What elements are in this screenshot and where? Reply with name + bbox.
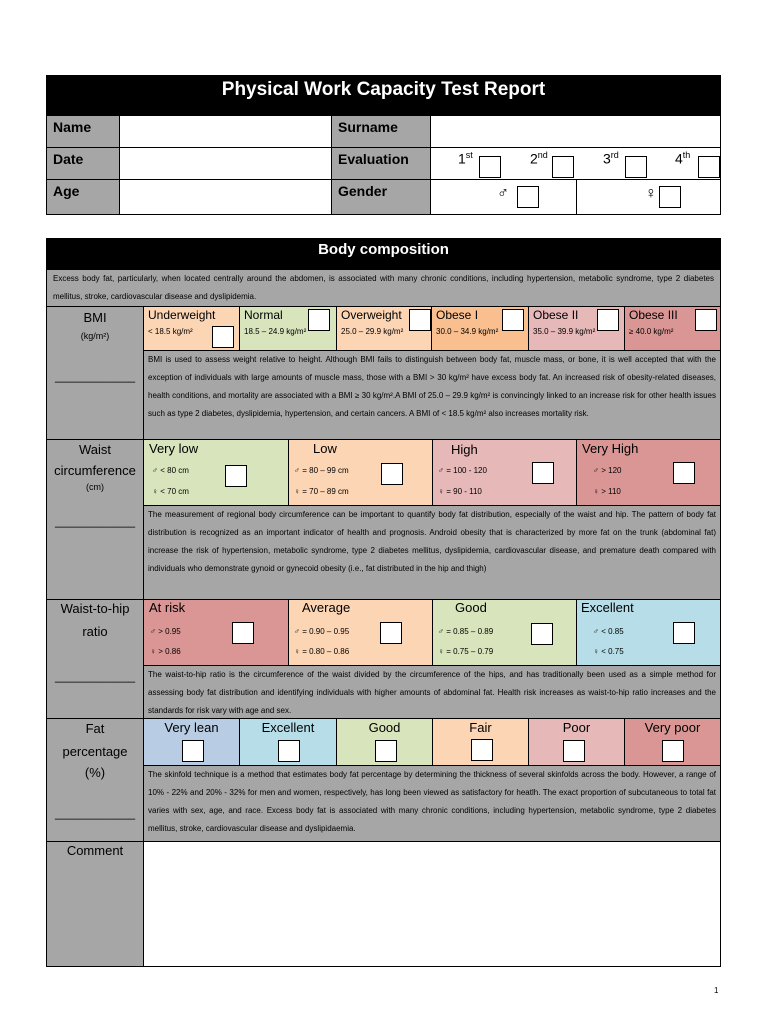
category-female: ♀ > 110 [593, 487, 621, 496]
surname-label-cell [331, 115, 431, 148]
fat-very-lean-checkbox[interactable] [182, 740, 204, 762]
evaluation-3-checkbox[interactable] [625, 156, 647, 178]
fat-category-poor [528, 718, 625, 766]
category-male: ♂ < 80 cm [152, 466, 189, 475]
gender-female-cell [576, 179, 721, 215]
gender-label: Gender [338, 183, 388, 199]
category-female: ♀ = 90 - 110 [438, 487, 482, 496]
fat-label-3: (%) [84, 765, 106, 780]
name-label-cell [46, 115, 120, 148]
waist-category-very-low [143, 439, 289, 506]
category-name: Obese II [533, 308, 579, 322]
category-male: ♂ = 80 – 99 cm [294, 466, 349, 475]
evaluation-2-label: 2nd [530, 150, 548, 167]
body-composition-intro: Excess body fat, particularly, when located centrally around the abdomen, is associated with many chronic conditions, including hypertension, metabolic syndrome, type 2 diabetes mellitus, stroke, cardiovascular disease and dyslipidemia. [46, 269, 721, 307]
waist-very-high-checkbox[interactable] [673, 462, 695, 484]
category-female: ♀ < 70 cm [152, 487, 189, 496]
fat-label-cell [46, 718, 144, 842]
bmi-obese-3-checkbox[interactable] [695, 309, 717, 331]
category-male: ♂ > 0.95 [150, 627, 181, 636]
category-female: ♀ = 70 – 89 cm [294, 487, 349, 496]
category-range: 18.5 – 24.9 kg/m² [244, 327, 307, 336]
whr-label-2: ratio [82, 624, 108, 639]
category-male: ♂ = 0.90 – 0.95 [294, 627, 350, 636]
bmi-underweight-checkbox[interactable] [212, 326, 234, 348]
category-name: Very poor [644, 720, 701, 735]
waist-label-cell [46, 439, 144, 600]
category-name: Very High [582, 441, 639, 456]
date-label: Date [53, 151, 84, 167]
fat-result-blank[interactable]: ____________ [54, 806, 136, 820]
whr-category-good [432, 599, 577, 666]
category-range: 25.0 – 29.9 kg/m² [341, 327, 404, 336]
whr-result-blank[interactable]: ____________ [54, 669, 136, 683]
body-composition-title-bar [46, 238, 721, 270]
category-female: ♀ = 0.75 – 0.79 [438, 647, 494, 656]
body-composition-title: Body composition [318, 241, 449, 258]
waist-label-2: circumference [54, 463, 136, 478]
category-female: ♀ < 0.75 [593, 647, 624, 656]
whr-description: The waist-to-hip ratio is the circumference of the waist divided by the circumference of the hips, and has traditionally been used as a simple method for assessing body fat distribution and identifying individuals with higher amounts of abdominal fat. Health risk increases as waist-to-hip ratio increases and the standards for risk vary with age and sex. [143, 665, 721, 719]
gender-male-cell [430, 179, 577, 215]
date-label-cell [46, 147, 120, 180]
fat-category-good [336, 718, 433, 766]
category-female: ♀ > 0.86 [150, 647, 181, 656]
evaluation-1-checkbox[interactable] [479, 156, 501, 178]
bmi-category-overweight [336, 306, 432, 351]
female-symbol: ♀ [645, 185, 657, 202]
category-name: Poor [562, 720, 591, 735]
bmi-label: BMI [83, 310, 107, 325]
surname-label: Surname [338, 119, 398, 135]
comment-label-cell [46, 841, 144, 967]
evaluation-4-checkbox[interactable] [698, 156, 720, 178]
age-field[interactable] [119, 179, 332, 215]
evaluation-2-checkbox[interactable] [552, 156, 574, 178]
report-title: Physical Work Capacity Test Report [221, 79, 546, 100]
category-name: Obese III [629, 308, 678, 322]
whr-good-checkbox[interactable] [531, 623, 553, 645]
waist-category-very-high [576, 439, 721, 506]
surname-field[interactable] [430, 115, 721, 148]
category-name: High [451, 442, 478, 457]
category-name: Very low [149, 441, 199, 456]
fat-label-2: percentage [62, 744, 128, 759]
bmi-category-obese-2 [528, 306, 625, 351]
category-name: At risk [149, 600, 186, 615]
fat-excellent-checkbox[interactable] [278, 740, 300, 762]
waist-category-low [288, 439, 433, 506]
category-range: < 18.5 kg/m² [148, 327, 193, 336]
category-name: Fair [469, 720, 492, 735]
fat-good-checkbox[interactable] [375, 740, 397, 762]
comment-label: Comment [66, 843, 124, 858]
whr-category-at-risk [143, 599, 289, 666]
page-number: 1 [714, 986, 719, 995]
bmi-result-blank[interactable]: ____________ [54, 369, 136, 383]
bmi-unit: (kg/m²) [80, 331, 110, 341]
whr-label-1: Waist-to-hip [60, 601, 130, 616]
evaluation-1-label: 1st [458, 150, 473, 167]
category-name: Overweight [341, 308, 402, 322]
waist-very-low-checkbox[interactable] [225, 465, 247, 487]
evaluation-3-label: 3rd [603, 150, 619, 167]
male-checkbox[interactable] [517, 186, 539, 208]
bmi-overweight-checkbox[interactable] [409, 309, 431, 331]
category-female: ♀ = 0.80 – 0.86 [294, 647, 350, 656]
name-field[interactable] [119, 115, 332, 148]
age-label: Age [53, 183, 80, 199]
category-male: ♂ > 120 [593, 466, 622, 475]
bmi-category-underweight [143, 306, 240, 351]
bmi-category-obese-1 [431, 306, 529, 351]
whr-category-excellent [576, 599, 721, 666]
category-name: Low [313, 441, 337, 456]
whr-at-risk-checkbox[interactable] [232, 622, 254, 644]
whr-label-cell [46, 599, 144, 719]
gender-label-cell [331, 179, 431, 215]
bmi-normal-checkbox[interactable] [308, 309, 330, 331]
bmi-obese-2-checkbox[interactable] [597, 309, 619, 331]
fat-label-1: Fat [85, 721, 105, 736]
bmi-obese-1-checkbox[interactable] [502, 309, 524, 331]
waist-category-high [432, 439, 577, 506]
category-name: Underweight [148, 308, 216, 322]
category-name: Excellent [581, 600, 634, 615]
category-name: Normal [244, 308, 283, 322]
category-name: Very lean [164, 720, 219, 735]
category-range: 35.0 – 39.9 kg/m² [533, 327, 596, 336]
date-field[interactable] [119, 147, 332, 180]
comment-field[interactable] [143, 841, 721, 967]
evaluation-label-cell [331, 147, 431, 180]
waist-result-blank[interactable]: ____________ [54, 514, 136, 528]
waist-description: The measurement of regional body circumference can be important to quantify body fat distribution, especially of the waist and hip. The pattern of body fat distribution is recognized as an important indicator of health and prognosis. Android obesity that is characterized by more fat on the trunk (abdominal fat) increase the risk of hypertension, metabolic syndrome, type 2 diabetes mellitus, dyslipidemia, cardiovascular disease, and premature death compared with individuals who demonstrate gynoid or gynecoid obesity (i.e., fat distributed in the hip and thigh) [143, 505, 721, 600]
age-label-cell [46, 179, 120, 215]
fat-poor-checkbox[interactable] [563, 740, 585, 762]
fat-category-very-lean [143, 718, 240, 766]
fat-category-very-poor [624, 718, 721, 766]
fat-category-fair [432, 718, 529, 766]
category-name: Excellent [261, 720, 315, 735]
bmi-label-cell [46, 306, 144, 440]
evaluation-4-label: 4th [675, 150, 691, 167]
fat-description: The skinfold technique is a method that estimates body fat percentage by determining the thickness of several skinfolds across the body. However, a range of 10% - 22% and 20% - 32% for men and women, respectively, has long been viewed as satisfactory for heatlh. The exact proportion of subcutaneous to total fat varies with sex, age, and race. Excess body fat is associated with many chronic conditions, including hypertension, metabolic syndrome, type 2 diabetes mellitus, stroke, cardiovascular disease and dyslipidaemia. [143, 765, 721, 842]
waist-low-checkbox[interactable] [381, 463, 403, 485]
category-male: ♂ = 0.85 – 0.89 [438, 627, 494, 636]
evaluation-label: Evaluation [338, 151, 409, 167]
waist-label-1: Waist [78, 442, 112, 457]
fat-category-excellent [239, 718, 337, 766]
fat-very-poor-checkbox[interactable] [662, 740, 684, 762]
male-symbol: ♂ [497, 185, 509, 202]
bmi-description: BMI is used to assess weight relative to height. Although BMI fails to distinguish between body fat, muscle mass, or bone, it is well accepted that with the exception of individuals with large amounts of muscle mass, those with a BMI > 30 kg/m² have excess body fat. An increased risk of obesity-related diseases, health conditions, and mortality are associated with a BMI ≥ 30 kg/m².A BMI of 25.0 – 29.9 kg/m² is convincingly linked to an increase risk for other health issues such as type 2 diabetes, dyslipidemia, hypertension, and certain cancers. A BMI of < 18.5 kg/m² also increases mortality risk. [143, 350, 721, 440]
category-name: Good [368, 720, 401, 735]
whr-average-checkbox[interactable] [380, 622, 402, 644]
name-label: Name [53, 119, 92, 135]
female-checkbox[interactable] [659, 186, 681, 208]
category-name: Good [455, 600, 487, 615]
whr-category-average [288, 599, 433, 666]
category-name: Obese I [436, 308, 479, 322]
category-male: ♂ = 100 - 120 [438, 466, 487, 475]
bmi-category-obese-3 [624, 306, 721, 351]
whr-excellent-checkbox[interactable] [673, 622, 695, 644]
category-range: ≥ 40.0 kg/m² [629, 327, 674, 336]
category-name: Average [302, 600, 351, 615]
waist-unit: (cm) [86, 482, 104, 492]
fat-fair-checkbox[interactable] [471, 739, 493, 761]
bmi-category-normal [239, 306, 337, 351]
evaluation-cell [430, 147, 721, 180]
waist-high-checkbox[interactable] [532, 462, 554, 484]
category-male: ♂ < 0.85 [593, 627, 624, 636]
category-range: 30.0 – 34.9 kg/m² [436, 327, 499, 336]
report-title-bar [46, 75, 721, 116]
